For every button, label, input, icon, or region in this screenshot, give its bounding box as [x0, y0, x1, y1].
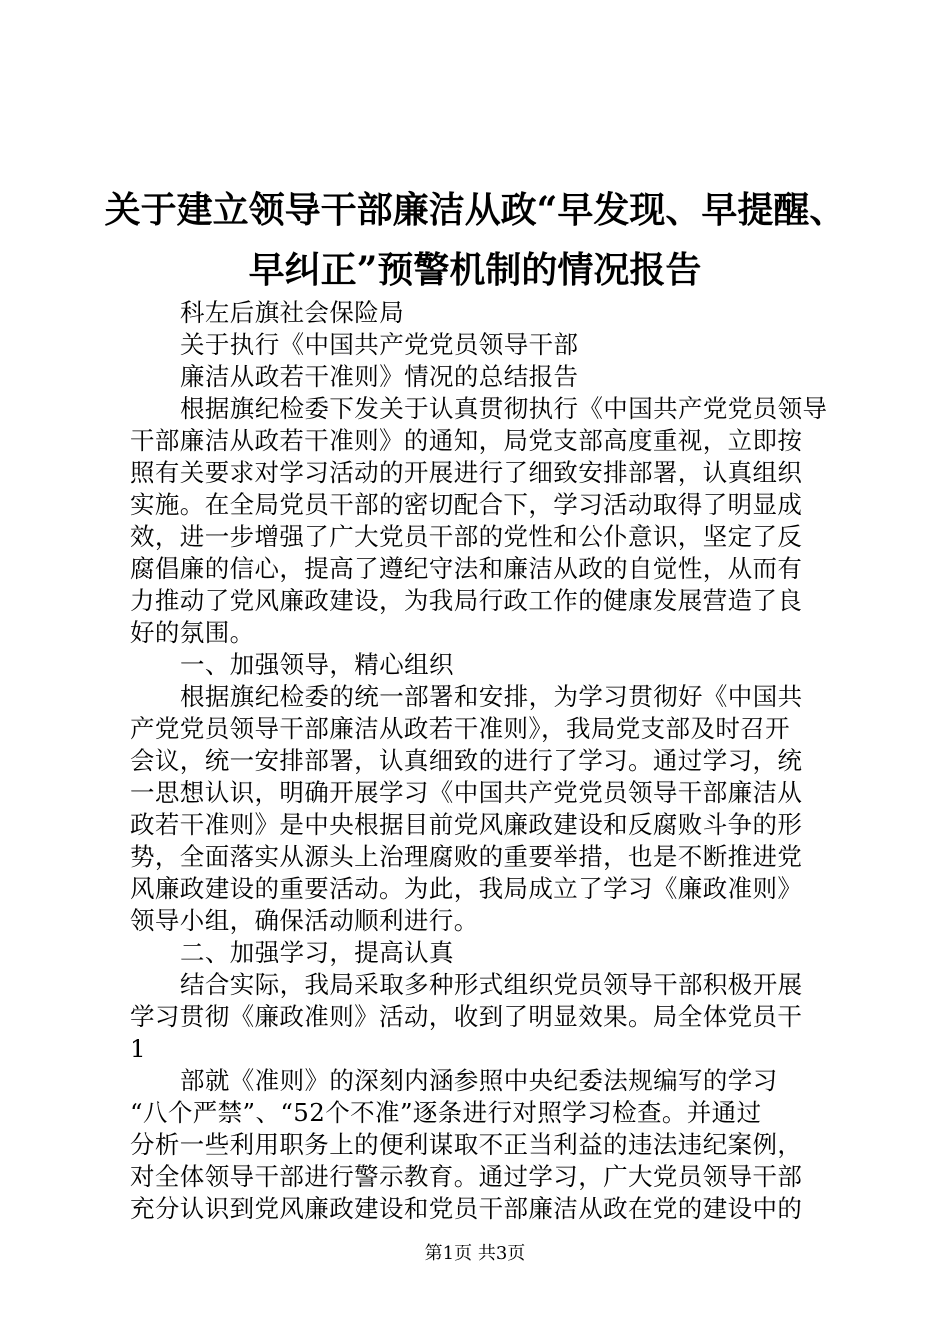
text-line: 充分认识到党风廉政建设和党员干部廉洁从政在党的建设中的	[130, 1194, 803, 1223]
inline-page-number: 1	[130, 1034, 146, 1063]
text-line: 力推动了党风廉政建设，为我局行政工作的健康发展营造了良	[130, 586, 803, 615]
text-line: 政若干准则》是中央根据目前党风廉政建设和反腐败斗争的形	[130, 810, 803, 839]
text-line: 分析一些利用职务上的便利谋取不正当利益的违法违纪案例，	[130, 1130, 803, 1159]
text-line: 照有关要求对学习活动的开展进行了细致安排部署，认真组织	[130, 458, 803, 487]
text-line: 干部廉洁从政若干准则》的通知，局党支部高度重视，立即按	[130, 426, 803, 455]
text-line: 关于执行《中国共产党党员领导干部	[180, 330, 579, 359]
text-line: 廉洁从政若干准则》情况的总结报告	[180, 362, 579, 391]
text-line: 对全体领导干部进行警示教育。通过学习，广大党员领导干部	[130, 1162, 803, 1191]
text-line: 效，进一步增强了广大党员干部的党性和公仆意识，坚定了反	[130, 522, 803, 551]
text-line: 产党党员领导干部廉洁从政若干准则》，我局党支部及时召开	[130, 714, 791, 743]
text-line: 好的氛围。	[130, 618, 255, 647]
text-line: 一思想认识，明确开展学习《中国共产党党员领导干部廉洁从	[130, 778, 803, 807]
text-line: 势，全面落实从源头上治理腐败的重要举措，也是不断推进党	[130, 842, 803, 871]
text-line: 腐倡廉的信心，提高了遵纪守法和廉洁从政的自觉性，从而有	[130, 554, 803, 583]
document-title-line-1: 关于建立领导干部廉洁从政“早发现、早提醒、	[104, 189, 846, 231]
section-heading: 一、加强领导，精心组织	[180, 650, 454, 679]
document-title-line-2: 早纠正”预警机制的情况报告	[248, 249, 702, 291]
text-line: 根据旗纪检委的统一部署和安排，为学习贯彻好《中国共	[180, 682, 803, 711]
page-footer: 第1页 共3页	[424, 1243, 526, 1264]
text-line: 根据旗纪检委下发关于认真贯彻执行《中国共产党党员领导	[180, 394, 828, 423]
text-line: 领导小组，确保活动顺利进行。	[130, 906, 479, 935]
text-line: 学习贯彻《廉政准则》活动，收到了明显效果。局全体党员干	[130, 1002, 803, 1031]
section-heading: 二、加强学习，提高认真	[180, 938, 454, 967]
text-line: 结合实际，我局采取多种形式组织党员领导干部积极开展	[180, 970, 803, 999]
text-line: 会议，统一安排部署，认真细致的进行了学习。通过学习，统	[130, 746, 803, 775]
text-line: 实施。在全局党员干部的密切配合下，学习活动取得了明显成	[130, 490, 803, 519]
text-line: 科左后旗社会保险局	[180, 298, 405, 327]
text-line: 部就《准则》的深刻内涵参照中央纪委法规编写的学习	[180, 1066, 778, 1095]
text-line: 风廉政建设的重要活动。为此，我局成立了学习《廉政准则》	[130, 874, 803, 903]
text-line: “八个严禁”、“52个不准”逐条进行对照学习检查。并通过	[130, 1098, 762, 1127]
